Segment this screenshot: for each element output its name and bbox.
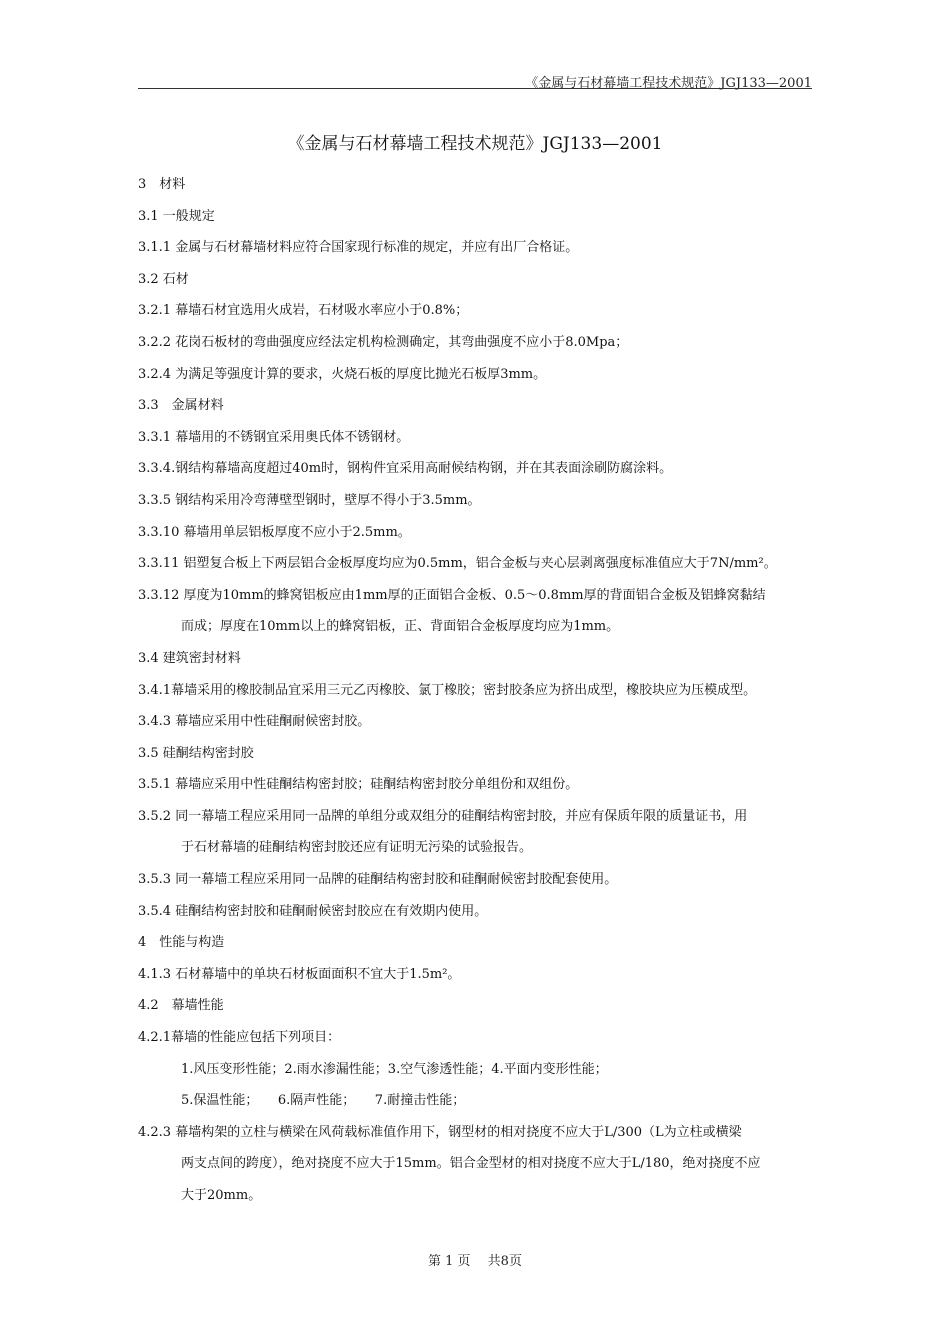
paragraph-line: 3.3.10 幕墙用单层铝板厚度不应小于2.5mm。 [138,524,411,540]
paragraph-line: 3.4.1幕墙采用的橡胶制品宜采用三元乙丙橡胶、氯丁橡胶；密封胶条应为挤出成型，橡胶块应为压模成型。 [138,682,757,698]
paragraph-line: 3.3 金属材料 [138,398,224,414]
paragraph-line: 3.5.3 同一幕墙工程应采用同一品牌的硅酮结构密封胶和硅酮耐候密封胶配套使用。 [138,872,618,888]
paragraph-line: 3.4 建筑密封材料 [138,650,241,666]
paragraph-line: 3.3.12 厚度为10mm的蜂窝铝板应由1mm厚的正面铝合金板、0.5～0.8mm厚的背面铝合金板及铝蜂窝黏结 [138,587,766,603]
running-header: 《金属与石材幕墙工程技术规范》JGJ133—2001 [525,76,812,91]
paragraph-line: 3.3.5 钢结构采用冷弯薄壁型钢时，壁厚不得小于3.5mm。 [138,492,481,508]
paragraph-line: 3.1 一般规定 [138,208,215,224]
paragraph-line: 3.2 石材 [138,271,189,287]
paragraph-line: 3.3.4.钢结构幕墙高度超过40m时，钢构件宜采用高耐候结构钢，并在其表面涂刷防腐涂料。 [138,461,673,477]
document-body [138,173,818,1216]
paragraph-line: 3.5 硅酮结构密封胶 [138,745,254,761]
page-number: 第 1 页 共8页 [428,1254,522,1269]
paragraph-line: 3 材料 [138,177,186,192]
paragraph-continuation: 两支点间的跨度），绝对挠度不应大于15mm。铝合金型材的相对挠度不应大于L/180，绝对挠度不应 [181,1156,761,1172]
paragraph-line: 4.2.3 幕墙构架的立柱与横梁在风荷载标准值作用下，钢型材的相对挠度不应大于L/300（L为立柱或横梁 [138,1124,742,1140]
paragraph-continuation: 于石材幕墙的硅酮结构密封胶还应有证明无污染的试验报告。 [181,840,533,856]
paragraph-line: 3.2.4 为满足等强度计算的要求，火烧石板的厚度比抛光石板厚3mm。 [138,366,547,382]
document-title: 《金属与石材幕墙工程技术规范》JGJ133—2001 [287,134,663,154]
paragraph-line: 3.1.1 金属与石材幕墙材料应符合国家现行标准的规定，并应有出厂合格证。 [138,240,579,256]
paragraph-line: 3.2.1 幕墙石材宜选用火成岩，石材吸水率应小于0.8%； [138,303,469,319]
paragraph-line: 3.5.1 幕墙应采用中性硅酮结构密封胶；硅酮结构密封胶分单组份和双组份。 [138,777,579,793]
paragraph-continuation: 而成；厚度在10mm以上的蜂窝铝板，正、背面铝合金板厚度均应为1mm。 [181,619,620,635]
paragraph-line: 3.3.11 铝塑复合板上下两层铝合金板厚度均应为0.5mm，铝合金板与夹心层剥离强度标准值应大于7N/mm²。 [138,556,777,572]
paragraph-continuation: 1.风压变形性能；2.雨水渗漏性能；3.空气渗透性能；4.平面内变形性能； [181,1061,608,1077]
header-rule [138,88,812,89]
paragraph-line: 4.2.1幕墙的性能应包括下列项目： [138,1030,341,1046]
paragraph-continuation: 大于20mm。 [181,1188,262,1203]
paragraph-line: 3.3.1 幕墙用的不锈钢宜采用奥氏体不锈钢材。 [138,429,410,445]
paragraph-line: 4.2 幕墙性能 [138,998,224,1014]
paragraph-line: 4.1.3 石材幕墙中的单块石材板面面积不宜大于1.5m²。 [138,966,461,982]
paragraph-line: 3.4.3 幕墙应采用中性硅酮耐候密封胶。 [138,714,371,730]
paragraph-continuation: 5.保温性能； 6.隔声性能； 7.耐撞击性能； [181,1093,466,1109]
paragraph-line: 4 性能与构造 [138,935,225,951]
paragraph-line: 3.5.2 同一幕墙工程应采用同一品牌的单组分或双组分的硅酮结构密封胶，并应有保质年限的质量证书，用 [138,808,748,824]
paragraph-line: 3.2.2 花岗石板材的弯曲强度应经法定机构检测确定，其弯曲强度不应小于8.0Mpa； [138,334,629,350]
paragraph-line: 3.5.4 硅酮结构密封胶和硅酮耐候密封胶应在有效期内使用。 [138,903,488,919]
